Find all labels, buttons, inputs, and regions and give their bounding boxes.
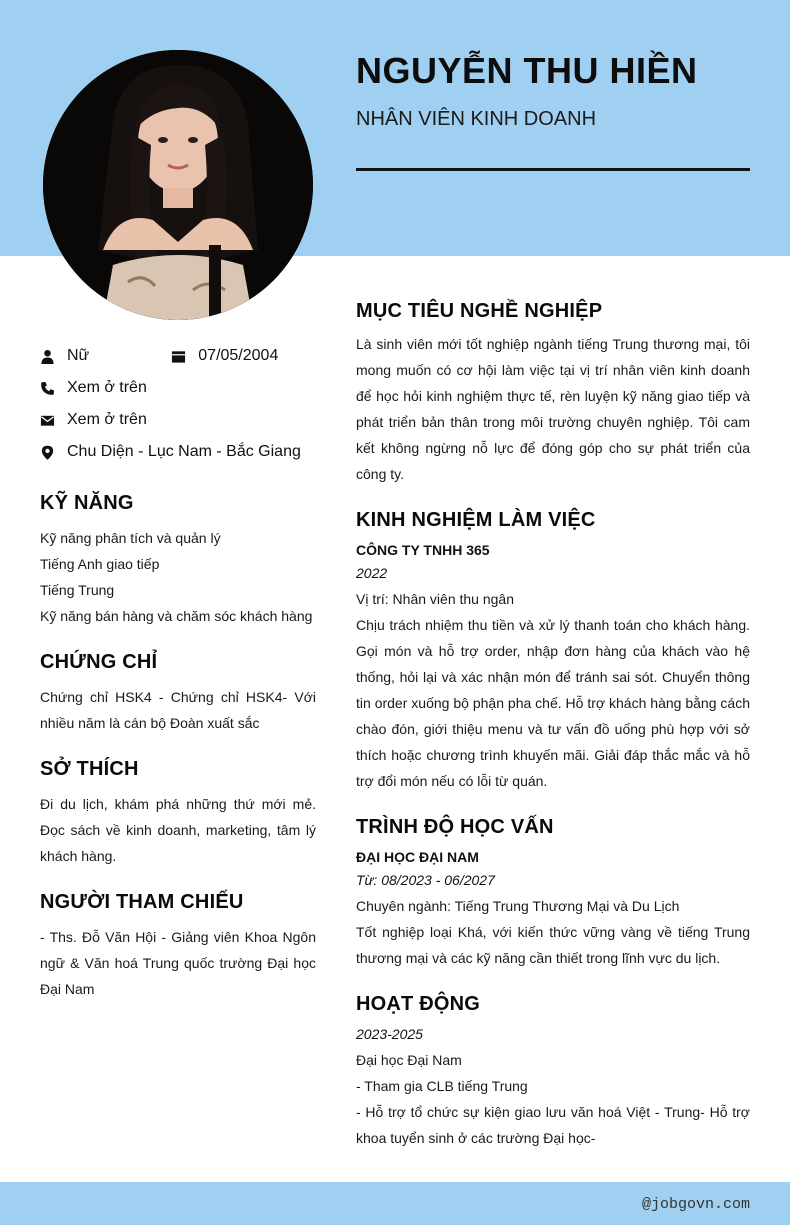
objective-heading: MỤC TIÊU NGHỀ NGHIỆP [356,300,603,322]
phone-icon [40,380,55,396]
hobbies-heading: SỞ THÍCH [40,758,139,780]
right-column [356,300,750,1173]
contact-address-row [40,436,316,468]
skills-list [40,525,316,629]
contact-gender-birthdate-row [40,340,316,372]
education-period: Từ: 08/2023 - 06/2027 [356,872,495,888]
activities-period: 2023-2025 [356,1026,423,1042]
references-text: - Ths. Đỗ Văn Hội - Giảng viên Khoa Ngôn ngữ & Văn hoá Trung quốc trường Đại học Đại Nam [40,929,316,997]
education-heading: TRÌNH ĐỘ HỌC VẤN [356,816,554,838]
experience-position: Vị trí: Nhân viên thu ngân [356,591,514,607]
left-column [40,340,316,1002]
activities-section [356,993,750,1151]
school-name: ĐẠI HỌC ĐẠI NAM [356,849,479,865]
user-icon [40,348,55,364]
education-section [356,816,750,971]
education-major: Chuyên ngành: Tiếng Trung Thương Mại và Du Lịch [356,898,680,914]
experience-heading: KINH NGHIỆM LÀM VIỆC [356,509,596,531]
birthdate-text: 07/05/2004 [198,347,279,364]
watermark-text: @jobgovn.com [641,1196,750,1213]
calendar-icon [171,348,186,364]
candidate-name: NGUYỄN THU HIỀN [356,50,698,91]
experience-period: 2022 [356,565,388,581]
skill-item: Kỹ năng bán hàng và chăm sóc khách hàng [40,608,313,624]
contact-email-row [40,404,316,436]
activities-organization: Đại học Đại Nam [356,1052,462,1068]
activity-item: - Tham gia CLB tiếng Trung [356,1078,528,1094]
contact-phone-row [40,372,316,404]
references-heading: NGƯỜI THAM CHIẾU [40,891,244,913]
phone-text: Xem ở trên [67,379,147,396]
gender-text: Nữ [67,347,90,364]
objective-text: Là sinh viên mới tốt nghiệp ngành tiếng Trung thương mại, tôi mong muốn có cơ hội làm việc tại vị trí nhân viên kinh doanh để học hỏi kinh nghiệm thực tế, rèn luyện kỹ năng giao tiếp và phát triển bản thân trong môi trường chuyên nghiệp. Tôi cam kết không ngừng nỗ lực để đóng góp cho sự phát triển của công ty. [356,336,750,482]
certificates-heading: CHỨNG CHỈ [40,651,158,673]
activities-heading: HOẠT ĐỘNG [356,993,481,1015]
company-name: CÔNG TY TNHH 365 [356,542,490,558]
experience-description: Chịu trách nhiệm thu tiền và xử lý thanh toán cho khách hàng. Gọi món và hỗ trợ order, nhập đơn hàng của khách vào hệ thống, hỏi lại và xác nhận món để tránh sai sót. Chuyển thông tin order xuống bộ phận pha chế. Hỗ trợ khách hàng bằng cách chào đón, giới thiệu menu và tư vấn đồ uống phù hợp với sở thích hoặc chương trình khuyến mãi. Giải đáp thắc mắc và hỗ trợ đổi món nếu có lỗi từ quán. [356,617,750,789]
skills-heading: KỸ NĂNG [40,492,134,514]
profile-photo [43,50,313,320]
experience-section [356,509,750,794]
candidate-role: NHÂN VIÊN KINH DOANH [356,108,597,130]
skill-item: Tiếng Anh giao tiếp [40,556,160,572]
location-pin-icon [40,444,55,460]
certificates-text: Chứng chỉ HSK4 - Chứng chỉ HSK4- Với nhiều năm là cán bộ Đoàn xuất sắc [40,689,316,731]
skill-item: Kỹ năng phân tích và quản lý [40,530,221,546]
objective-section [356,300,750,487]
mail-icon [40,412,55,428]
title-divider [356,168,750,171]
hobbies-text: Đi du lịch, khám phá những thứ mới mẻ. Đọc sách về kinh doanh, marketing, tâm lý khách hàng. [40,796,316,864]
address-text: Chu Diện - Lục Nam - Bắc Giang [67,443,301,460]
education-description: Tốt nghiệp loại Khá, với kiến thức vững vàng về tiếng Trung thương mại và các kỹ năng cần thiết trong lĩnh vực du lịch. [356,924,750,966]
skill-item: Tiếng Trung [40,582,115,598]
email-text: Xem ở trên [67,411,147,428]
activity-item: - Hỗ trợ tổ chức sự kiện giao lưu văn hoá Việt - Trung- Hỗ trợ khoa tuyển sinh ở các trường Đại học- [356,1104,750,1146]
